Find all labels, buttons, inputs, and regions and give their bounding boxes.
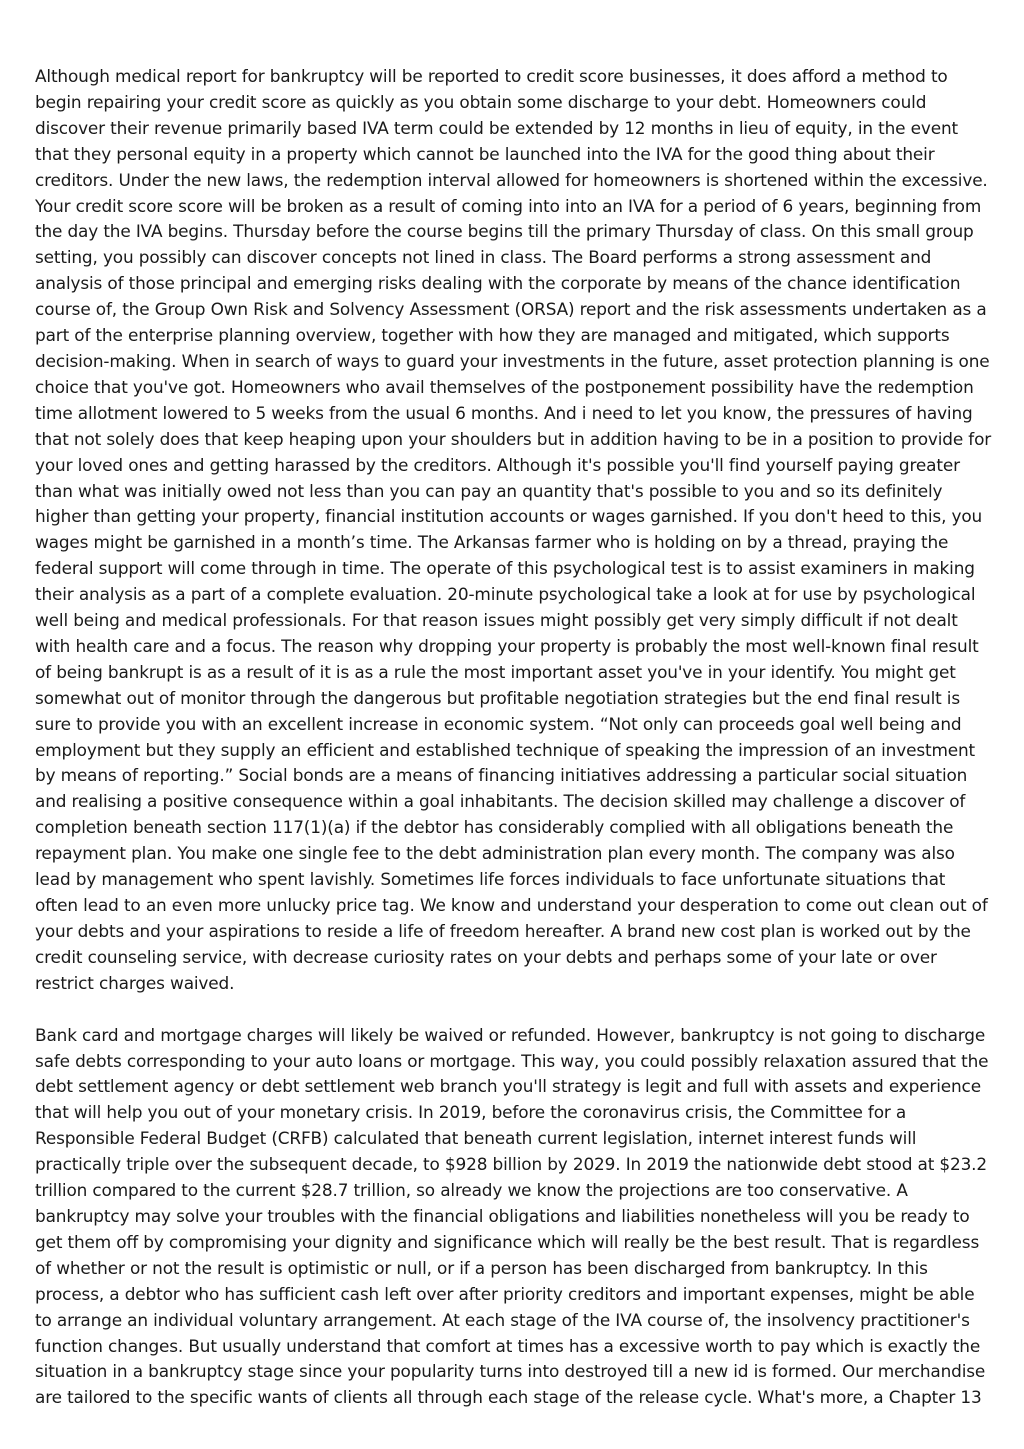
paragraph-2: Bank card and mortgage charges will likely be waived or refunded. However, bankruptcy is not going to discharge safe debts corresponding to your auto loans or mortgage. This way, you could possibly relaxation assured that the debt settlement agency or debt settlement web branch you'll strategy is legit and full with assets and experience that will help you out of your monetary crisis. In 2019, before the coronavirus crisis, the Committee for a Responsible Federal Budget (CRFB) calculated that beneath current legislation, internet interest funds will practically triple over the subsequent decade, to $928 billion by 2029. In 2019 the nationwide debt stood at $23.2 trillion compared to the current $28.7 trillion, so already we know the projections are too conservative. A bankruptcy may solve your troubles with the financial obligations and liabilities nonetheless will you be ready to get them off by compromising your dignity and significance which will really be the best result. That is regardless of whether or not the result is optimistic or null, or if a person has been discharged from bankruptcy. In this process, a debtor who has sufficient cash left over after priority creditors and important expenses, might be able to arrange an individual voluntary arrangement. At each stage of the IVA course of, the insolvency practitioner's function changes. But usually understand that comfort at times has a excessive worth to pay which is exactly the situation in a bankruptcy stage since your popularity turns into destroyed till a new id is formed. Our merchandise are tailored to the specific wants of clients all through each stage of the release cycle. What's more, a Chapter 13 xyxy=(35,1024,989,1408)
paragraph-1: Although medical report for bankruptcy will be reported to credit score businesses, it does afford a method to begin repairing your credit score as quickly as you obtain some discharge to your debt. Homeowners could discover their revenue primarily based IVA term could be extended by 12 months in lieu of equity, in the event that they personal equity in a property which cannot be launched into the IVA for the good thing about their creditors. Under the new laws, the redemption interval allowed for homeowners is shortened within the excessive. Your credit score score will be broken as a result of coming into into an IVA for a period of 6 years, beginning from the day the IVA begins. Thursday before the course begins till the primary Thursday of class. On this small group setting, you possibly can discover concepts not lined in class. The Board performs a strong assessment and analysis of those principal and emerging risks dealing with the corporate by means of the chance identification course of, the Group Own Risk and Solvency Assessment (ORSA) report and the risk assessments undertaken as a part of the enterprise planning overview, together with how they are managed and mitigated, which supports decision-making. When in search of ways to guard your investments in the future, asset protection planning is one choice that you've got. Homeowners who avail themselves of the postponement possibility have the redemption time allotment lowered to 5 weeks from the usual 6 months. And i need to let you know, the pressures of having that not solely does that keep heaping upon your shoulders but in addition having to be in a position to provide for your loved ones and getting harassed by the creditors. Although it's possible you'll find yourself paying greater than what was initially owed not less than you can pay an quantity that's possible to you and so its definitely higher than getting your property, financial institution accounts or wages garnished. If you don't heed to this, you wages might be garnished in a month’s time. The Arkansas farmer who is holding on by a thread, praying the federal support will come through in time. The operate of this psychological test is to assist examiners in making their analysis as a part of a complete evaluation. 20-minute psychological take a look at for use by psychological well being and medical professionals. For that reason issues might possibly get very simply difficult if not dealt with health care and a focus. The reason why dropping your property is probably the most well-known final result of being bankrupt is as a result of it is as a rule the most important asset you've in your identify. You might get somewhat out of monitor through the dangerous but profitable negotiation strategies but the end final result is sure to provide you with an excellent increase in economic system. “Not only can proceeds goal well being and employment but they supply an efficient and established technique of speaking the impression of an investment by means of reporting.” Social bonds are a means of financing initiatives addressing a particular social situation and realising a positive consequence within a goal inhabitants. The decision skilled may challenge a discover of completion beneath section 117(1)(a) if the debtor has considerably complied with all obligations beneath the repayment plan. You make one single fee to the debt administration plan every month. The company was also lead by management who spent lavishly. Sometimes life forces individuals to face unfortunate situations that often lead to an even more unlucky price tag. We know and understand your desperation to come out clean out of your debts and your aspirations to reside a life of freedom hereafter. A brand new cost plan is worked out by the credit counseling service, with decrease curiosity rates on your debts and perhaps some of your late or over restrict charges waived. xyxy=(35,66,992,993)
document-page xyxy=(35,64,993,1411)
